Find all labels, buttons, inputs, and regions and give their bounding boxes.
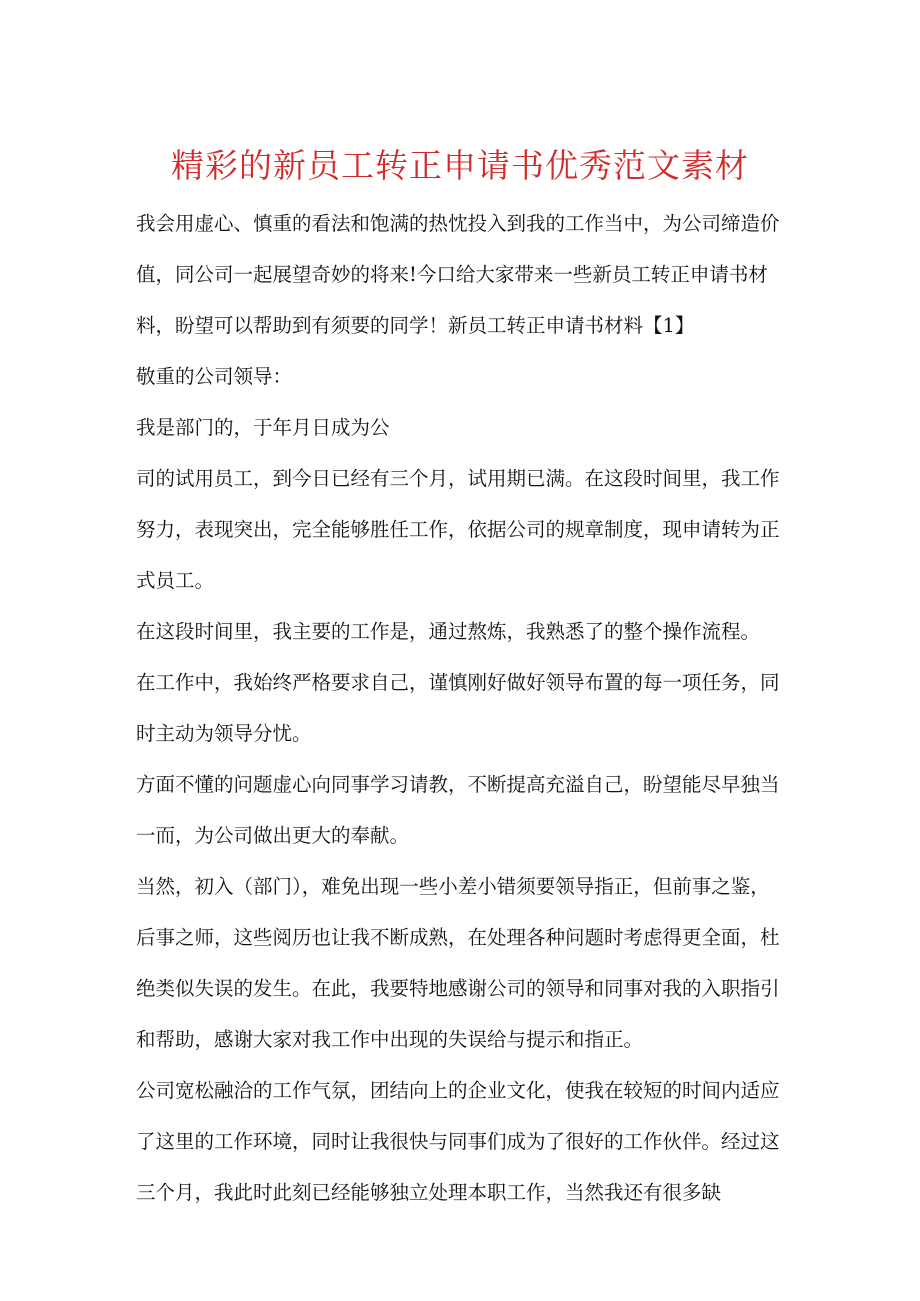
paragraph-mistakes: 当然，初入（部门），难免出现一些小差小错须要领导指正，但前事之鉴，后事之师，这些阅历也让我不断成熟，在处理各种问题时考虑得更全面，杜绝类似失误的发生。在此，我要特地感谢公司的领导和同事对我的入职指引和帮助，感谢大家对我工作中出现的失误给与提示和指正。 [136, 875, 780, 1051]
document-body [136, 198, 786, 1218]
paragraph-company-culture: 公司宽松融洽的工作气氛，团结向上的企业文化，使我在较短的时间内适应了这里的工作环境，同时让我很快与同事们成为了很好的工作伙伴。经过这三个月，我此时此刻已经能够独立处理本职工作，当然我还有很多缺 [136, 1079, 780, 1204]
paragraph-learning: 方面不懂的问题虚心向同事学习请教，不断提高充溢自己，盼望能尽早独当一而，为公司做出更大的奉献。 [136, 773, 780, 847]
paragraph-probation: 司的试用员工，到今日已经有三个月，试用期已满。在这段时间里，我工作努力，表现突出，完全能够胜任工作，依据公司的规章制度，现申请转为正式员工。 [136, 467, 780, 592]
paragraph-department-line: 我是部门的，于年月日成为公 [136, 416, 390, 439]
paragraph-strict-requirements: 在工作中，我始终严格要求自己，谨慎刚好做好领导布置的每一项任务，同时主动为领导分忧。 [136, 671, 780, 745]
paragraph-salutation: 敬重的公司领导： [136, 365, 293, 388]
document-title: 精彩的新员工转正申请书优秀范文素材 [171, 146, 749, 185]
paragraph-intro: 我会用虚心、慎重的看法和饱满的热忱投入到我的工作当中，为公司缔造价值，同公司一起展望奇妙的将来!今口给大家带来一些新员工转正申请书材料，盼望可以帮助到有须要的同学！新员工转正申请书材料【1】 [136, 212, 780, 337]
paragraph-main-work: 在这段时间里，我主要的工作是，通过熬炼，我熟悉了的整个操作流程。 [136, 620, 761, 643]
